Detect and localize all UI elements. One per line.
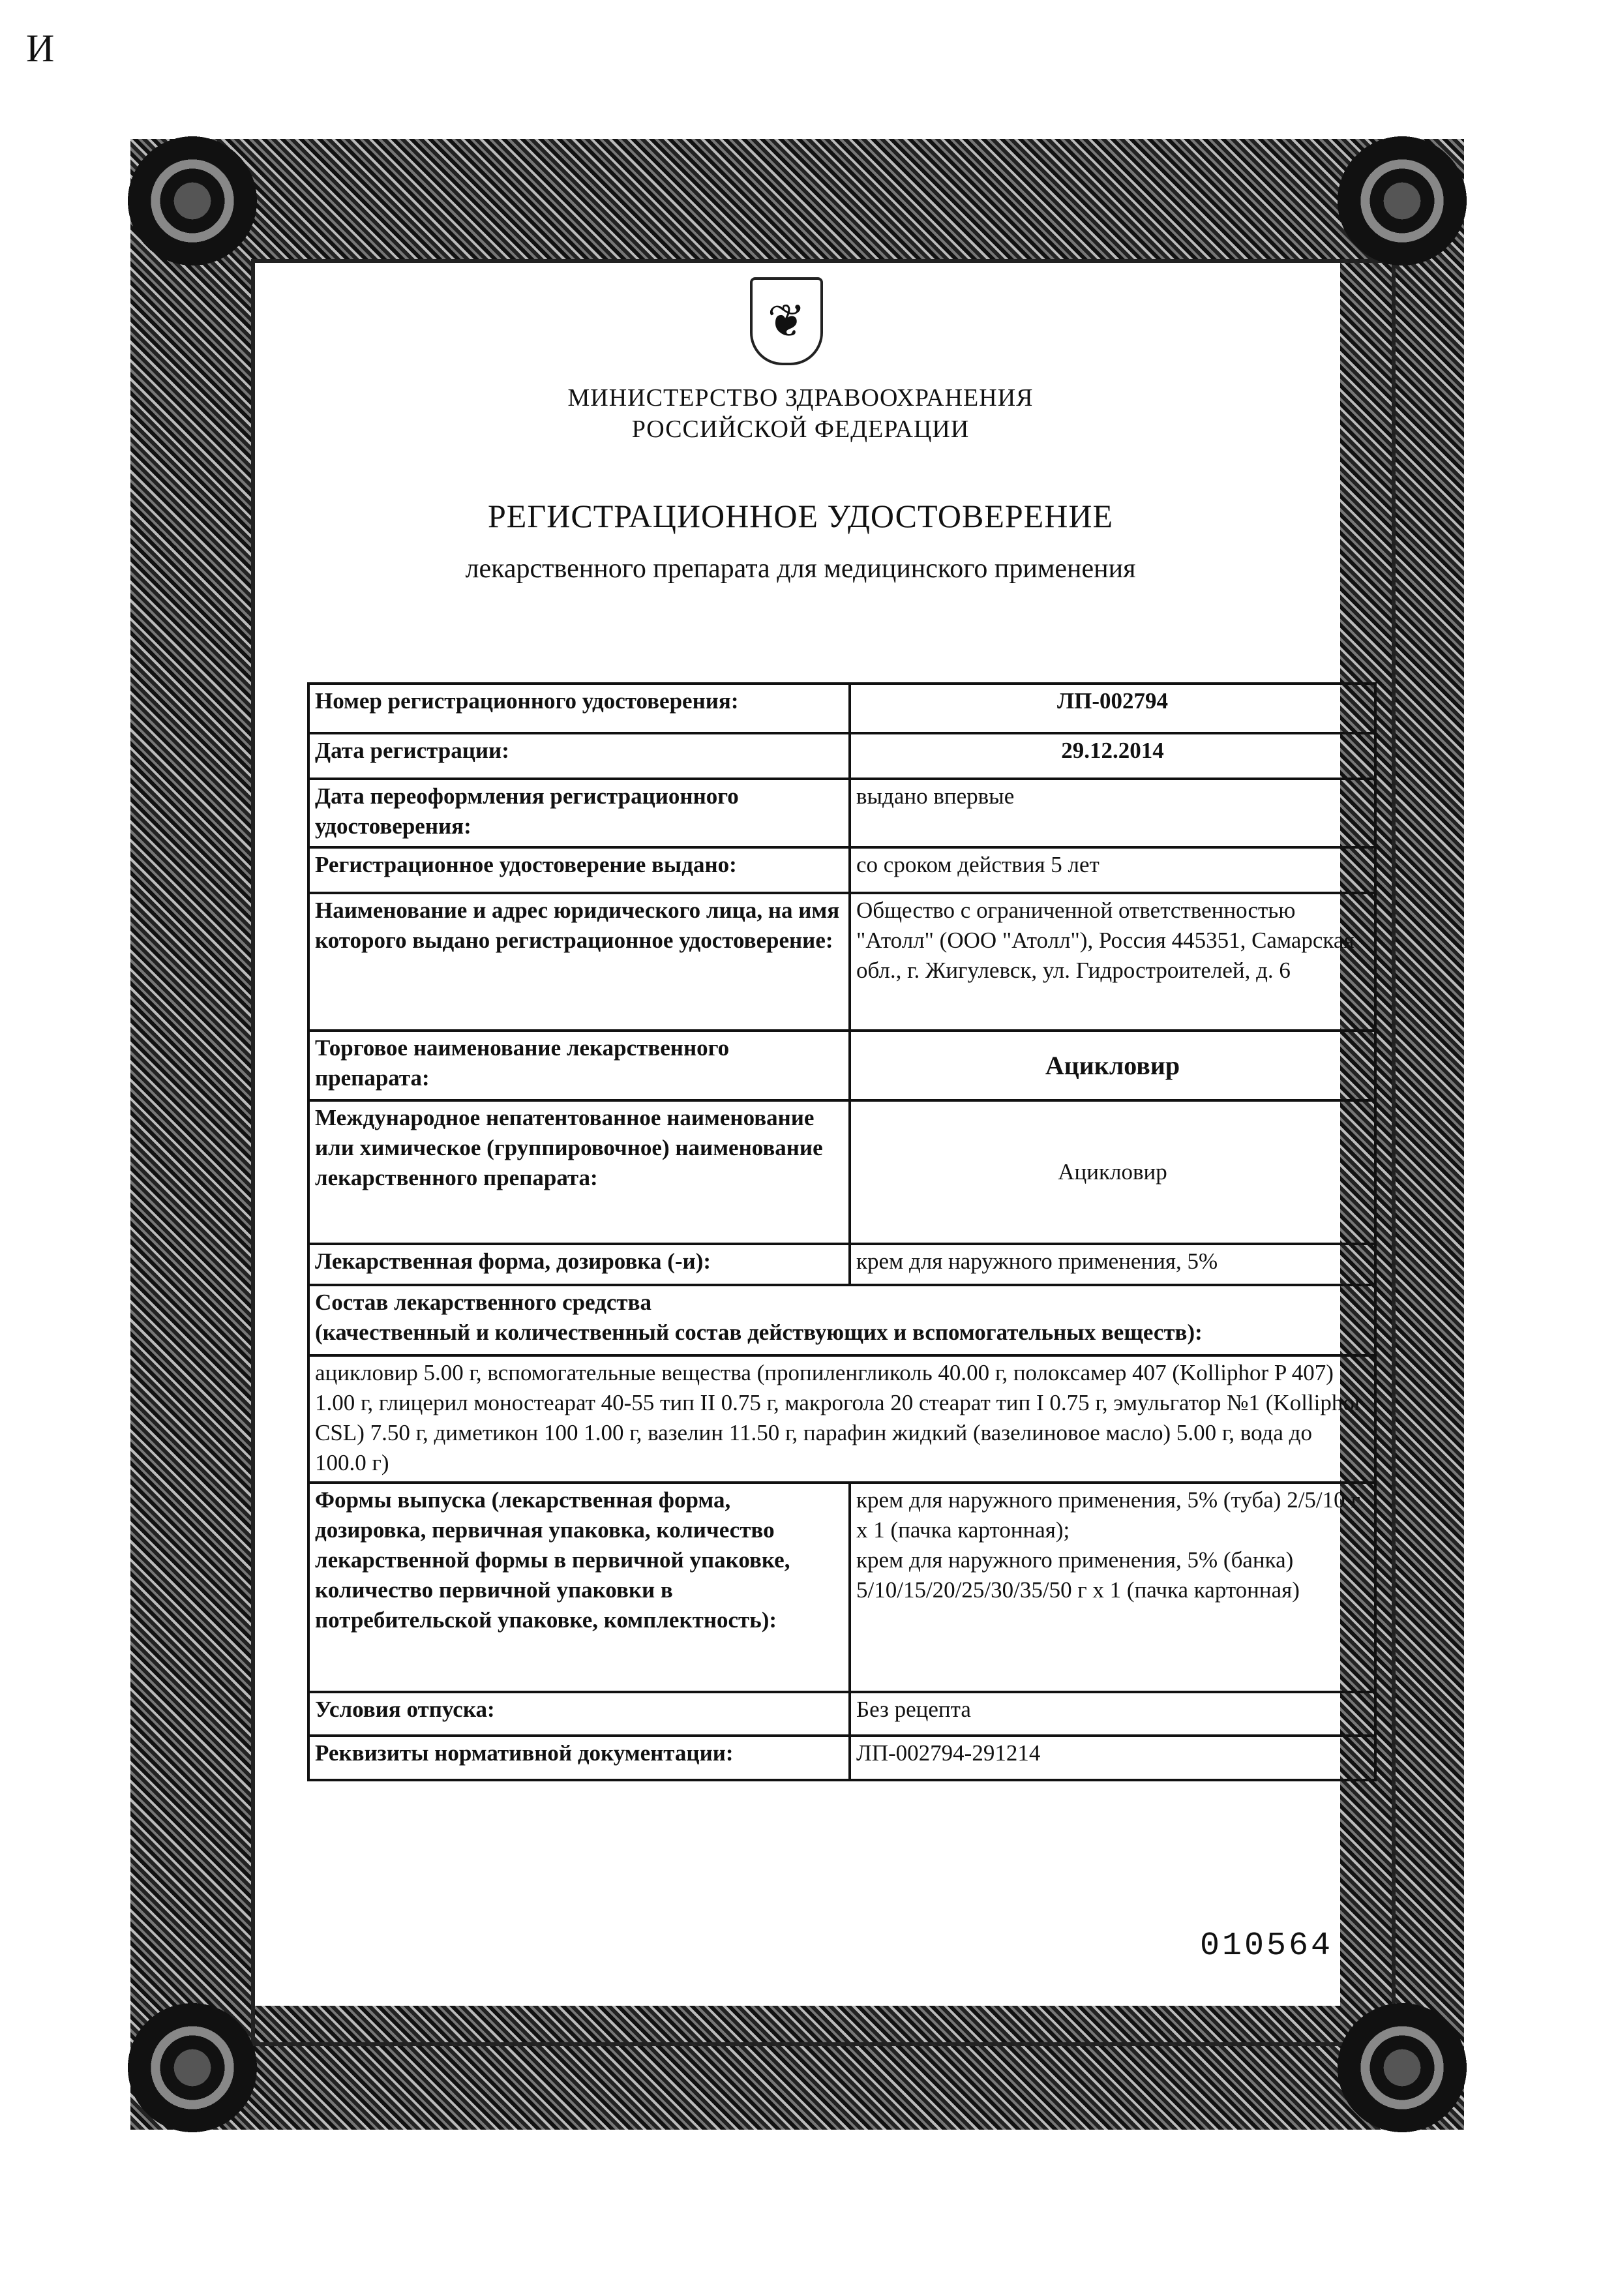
frame-corner-ornament [1337,2002,1467,2133]
coat-of-arms-icon: ❦ [750,277,823,365]
table-row [308,893,1375,1031]
ministry-name-line1: МИНИСТЕРСТВО ЗДРАВООХРАНЕНИЯ [567,384,1034,412]
row-label: Международное непатентованное наименование или химическое (группировочное) наименование лекарственного препарата: [308,1100,850,1244]
table-row [308,1355,1375,1483]
row-label: Условия отпуска: [308,1692,850,1736]
table-row [308,733,1375,779]
release-form-jar: крем для наружного применения, 5% (банка) 5/10/15/20/25/30/35/50 г х 1 (пачка картонная) [856,1547,1300,1603]
registration-table [307,682,1377,1781]
row-label: Наименование и адрес юридического лица, на имя которого выдано регистрационное удостоверение: [308,893,850,1031]
serial-number: 010564 [1200,1927,1334,1965]
row-value: крем для наружного применения, 5% [850,1244,1375,1285]
frame-corner-ornament [1337,136,1467,266]
table-row [308,779,1375,847]
row-label: Номер регистрационного удостоверения: [308,684,850,733]
trade-name: Ацикловир [850,1031,1375,1100]
table-row [308,684,1375,733]
table-row [308,1244,1375,1285]
table-row [308,1100,1375,1244]
table-row [308,1736,1375,1780]
row-label: Дата переоформления регистрационного удостоверения: [308,779,850,847]
row-label: Регистрационное удостоверение выдано: [308,847,850,893]
composition-label-line1: Состав лекарственного средства [315,1290,652,1315]
row-label: Реквизиты нормативной документации: [308,1736,850,1780]
release-forms [850,1483,1375,1692]
table-row [308,1031,1375,1100]
registration-date: 29.12.2014 [850,733,1375,779]
table-row [308,1483,1375,1692]
row-label: Лекарственная форма, дозировка (-и): [308,1244,850,1285]
row-value: со сроком действия 5 лет [850,847,1375,893]
row-label: Формы выпуска (лекарственная форма, дозировка, первичная упаковка, количество лекарственной формы в первичной упаковке, количество первичной упаковки в потребительской упаковке, комплектность): [308,1483,850,1692]
composition-label-line2: (качественный и количественный состав действующих и вспомогательных веществ): [315,1320,1203,1345]
document-title: РЕГИСТРАЦИОННОЕ УДОСТОВЕРЕНИЕ [488,498,1113,534]
row-label: Дата регистрации: [308,733,850,779]
row-value: выдано впервые [850,779,1375,847]
table-row [308,1285,1375,1355]
handwritten-mark: И [26,27,55,70]
release-form-tube: крем для наружного применения, 5% (туба) 2/5/10 г х 1 (пачка картонная); [856,1487,1360,1543]
composition-header [308,1285,1375,1355]
document-subtitle: лекарственного препарата для медицинского применения [465,554,1136,584]
normative-doc: ЛП-002794-291214 [850,1736,1375,1780]
row-label: Торговое наименование лекарственного препарата: [308,1031,850,1100]
composition-value: ацикловир 5.00 г, вспомогательные вещества (пропиленгликоль 40.00 г, полоксамер 407 (Kolliphor P 407) 1.00 г, глицерил моностеарат 40-55 тип II 0.75 г, макрогола 20 стеарат тип I 0.75 г, эмульгатор №1 (Kolliphor CSL) 7.50 г, диметикон 100 1.00 г, вазелин 11.50 г, парафин жидкий (вазелиновое масло) 5.00 г, вода до 100.0 г) [308,1355,1375,1483]
table-row [308,847,1375,893]
row-value: Общество с ограниченной ответственностью "Атолл" (ООО "Атолл"), Россия 445351, Самарская обл., г. Жигулевск, ул. Гидростроителей, д. 6 [850,893,1375,1031]
frame-corner-ornament [127,136,258,266]
frame-corner-ornament [127,2002,258,2133]
dispensing-conditions: Без рецепта [850,1692,1375,1736]
registration-number: ЛП-002794 [850,684,1375,733]
table-row [308,1692,1375,1736]
inn-name: Ацикловир [850,1100,1375,1244]
ministry-name-line2: РОССИЙСКОЙ ФЕДЕРАЦИИ [631,415,970,443]
